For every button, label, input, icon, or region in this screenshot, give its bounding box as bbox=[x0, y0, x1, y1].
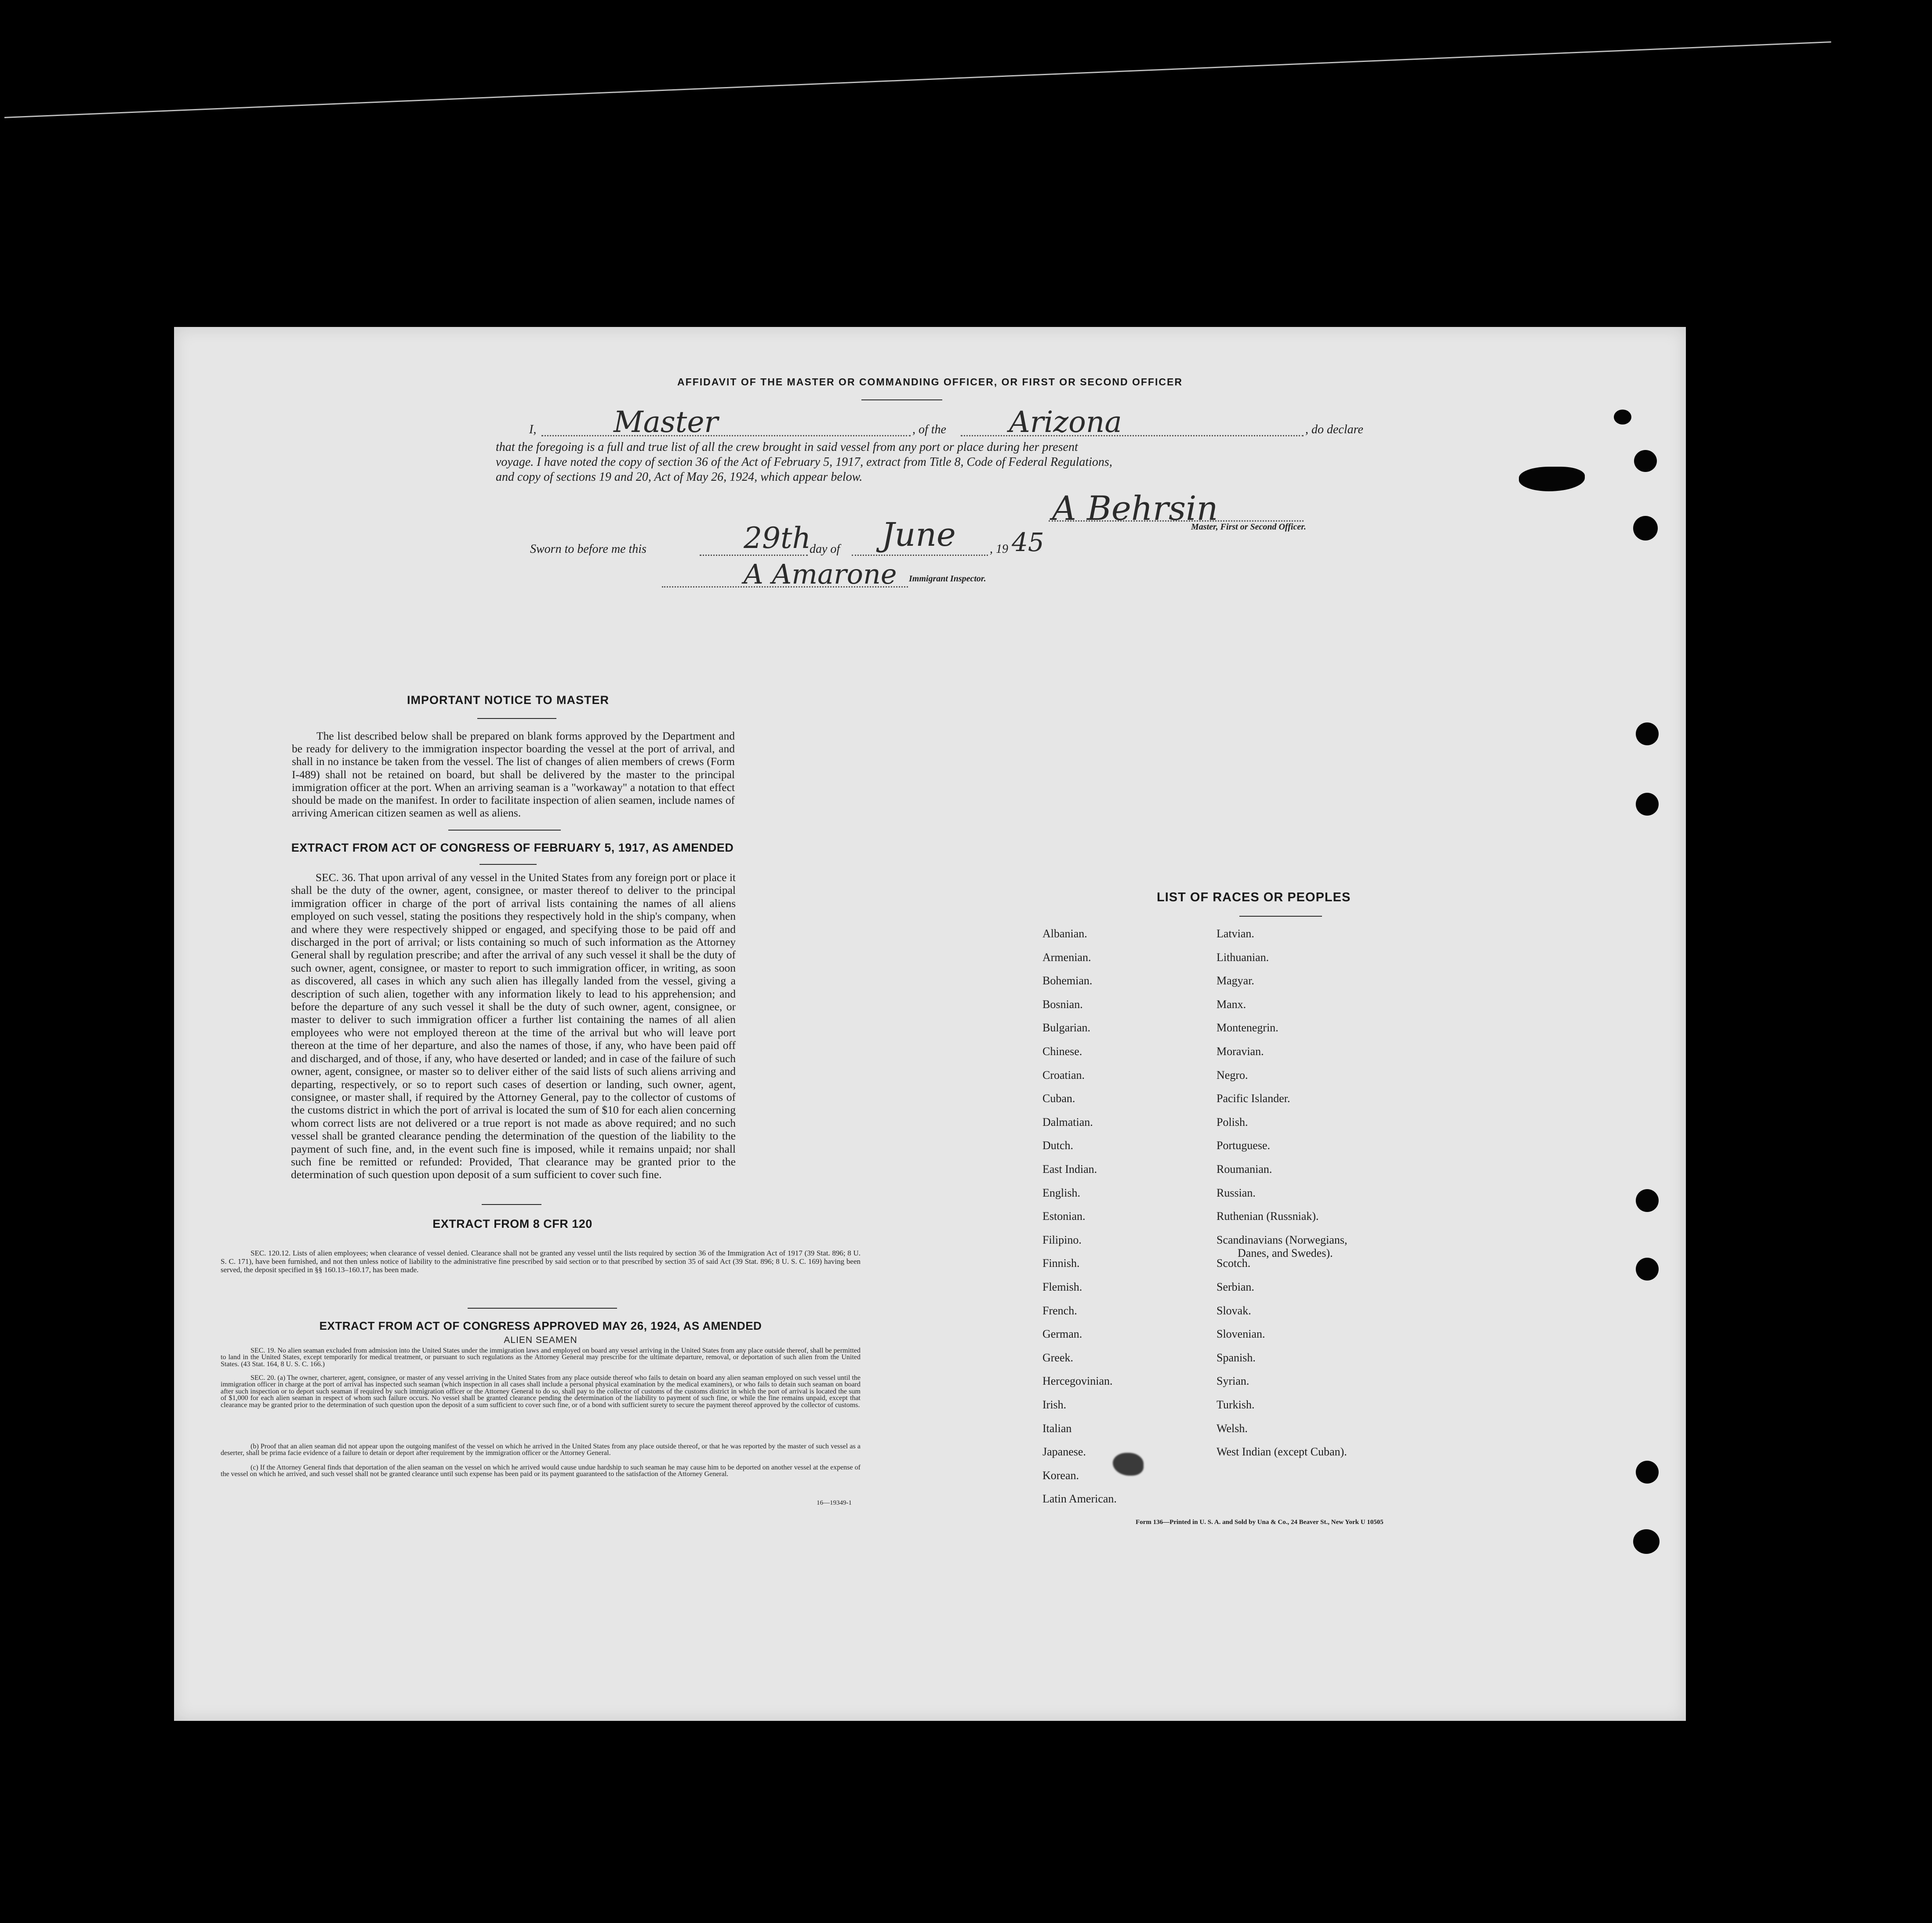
binder-hole bbox=[1636, 722, 1659, 745]
scan-line-top bbox=[4, 41, 1831, 118]
race-item: Danes, and Swedes). bbox=[1238, 1246, 1333, 1259]
race-item: Irish. bbox=[1042, 1398, 1067, 1411]
race-item: Syrian. bbox=[1217, 1375, 1249, 1388]
binder-hole bbox=[1636, 793, 1659, 816]
race-item: Serbian. bbox=[1217, 1281, 1254, 1293]
race-item: Filipino. bbox=[1042, 1233, 1082, 1246]
affidavit-line-2: that the foregoing is a full and true list of all the crew brought in said vessel from any port or place during her present bbox=[496, 440, 1078, 454]
vessel-handwritten: Arizona bbox=[1009, 405, 1122, 439]
notice-title: IMPORTANT NOTICE TO MASTER bbox=[407, 693, 609, 707]
extract-1924-title: EXTRACT FROM ACT OF CONGRESS APPROVED MAY 26, 1924, AS AMENDED bbox=[319, 1319, 762, 1332]
race-item: French. bbox=[1042, 1304, 1077, 1317]
do-declare-label: , do declare bbox=[1305, 423, 1363, 436]
of-the-label: , of the bbox=[912, 423, 946, 436]
sworn-label: Sworn to before me this bbox=[530, 542, 646, 556]
cfr-top-rule bbox=[482, 1204, 541, 1205]
race-item: Finnish. bbox=[1042, 1257, 1080, 1270]
rank-handwritten: Master bbox=[614, 405, 718, 439]
master-signature-blank bbox=[1049, 520, 1304, 522]
race-item: English. bbox=[1042, 1186, 1080, 1199]
race-item: Lithuanian. bbox=[1217, 951, 1269, 964]
extract-1924-sec20b: (b) Proof that an alien seaman did not appear upon the outgoing manifest of the vessel on which he arrived in the United States from any place outside thereof, or that he was reported by the master of such vessel as a deserter, shall be prima facie evidence of a failure to detain or deport after requirement by the immigration officer or the Attorney General. bbox=[221, 1443, 861, 1457]
binder-hole bbox=[1636, 1461, 1659, 1484]
affidavit-i-label: I, bbox=[529, 423, 537, 436]
race-item: Korean. bbox=[1042, 1469, 1079, 1482]
race-item: Slovenian. bbox=[1217, 1328, 1265, 1341]
ink-smudge bbox=[1113, 1453, 1144, 1476]
cfr-body: SEC. 120.12. Lists of alien employees; when clearance of vessel denied. Clearance shall not be granted any vessel until the lists required by section 36 of the Immigration Act of 1917 (39 Stat. 896; 8 U. S. C. 171), have been furnished, and not then unless notice of liability to the administrative fine prescribed by said section or to that prescribed by section 35 of said Act (39 Stat. 896; 8 U. S. C. 169) having been served, the deposit specified in §§ 160.13–160.17, has been made. bbox=[221, 1249, 861, 1274]
master-caption: Master, First or Second Officer. bbox=[1191, 522, 1306, 532]
race-item: Spanish. bbox=[1217, 1351, 1256, 1364]
race-item: Hercegovinian. bbox=[1042, 1375, 1113, 1388]
document-page bbox=[174, 327, 1686, 1721]
race-item: Latvian. bbox=[1217, 927, 1254, 940]
race-item: Chinese. bbox=[1042, 1045, 1082, 1058]
month-blank bbox=[852, 555, 988, 556]
race-item: Greek. bbox=[1042, 1351, 1074, 1364]
race-item: Flemish. bbox=[1042, 1281, 1082, 1293]
race-item: Negro. bbox=[1217, 1068, 1248, 1081]
affidavit-title: AFFIDAVIT OF THE MASTER OR COMMANDING OFFICER, OR FIRST OR SECOND OFFICER bbox=[677, 376, 1183, 388]
imprint: Form 136—Printed in U. S. A. and Sold by Una & Co., 24 Beaver St., New York U 10505 bbox=[1136, 1519, 1384, 1526]
binder-hole bbox=[1633, 1529, 1660, 1554]
notice-title-rule bbox=[477, 718, 556, 719]
race-item: Russian. bbox=[1217, 1186, 1256, 1199]
inspector-blank bbox=[662, 586, 908, 588]
race-item: Montenegrin. bbox=[1217, 1021, 1278, 1034]
extract-1924-sec20a: SEC. 20. (a) The owner, charterer, agent, consignee, or master of any vessel arriving in the United States from any place outside thereof who fails to detain on board any alien seaman employed on such vessel until the immigration officer in charge at the port of arrival has inspected such seaman (which inspection in all cases shall include a personal physical examination by the medical examiners), or who fails to detain such seaman on board after such inspection or to deport such seaman if required by such immigration officer or the Attorney General to do so, shall pay to the collector of customs of the customs district in which the port of arrival is located the sum of $1,000 for each alien seaman in respect of whom such failure occurs. No vessel shall be granted clearance pending the determination of the liability to payment of such fine, or while the fine remains unpaid, except that clearance may be granted prior to the determination of such question upon the deposit of a sum sufficient to cover such fine, or of a bond with sufficient surety to secure the payment thereof approved by the collector of customs. bbox=[221, 1374, 861, 1409]
races-title: LIST OF RACES OR PEOPLES bbox=[1157, 890, 1351, 904]
binder-hole bbox=[1614, 410, 1631, 425]
affidavit-line-3: voyage. I have noted the copy of section 36 of the Act of February 5, 1917, extract from Title 8, Code of Federal Regulations, bbox=[496, 455, 1112, 469]
binder-hole bbox=[1636, 1258, 1659, 1281]
race-item: Japanese. bbox=[1042, 1445, 1086, 1459]
race-item: Manx. bbox=[1217, 998, 1246, 1011]
race-item: Pacific Islander. bbox=[1217, 1092, 1290, 1105]
master-signature: A Behrsin bbox=[1052, 489, 1218, 528]
race-item: Latin American. bbox=[1042, 1492, 1117, 1506]
race-item: Welsh. bbox=[1217, 1422, 1248, 1435]
race-item: Roumanian. bbox=[1217, 1163, 1272, 1176]
race-item: Albanian. bbox=[1042, 927, 1087, 940]
race-item: Bohemian. bbox=[1042, 974, 1093, 987]
extract-1917-title: EXTRACT FROM ACT OF CONGRESS OF FEBRUARY 5, 1917, AS AMENDED bbox=[291, 841, 734, 854]
year-prefix: , 19 bbox=[990, 542, 1008, 556]
year-handwritten: 45 bbox=[1012, 527, 1044, 557]
notice-body: The list described below shall be prepared on blank forms approved by the Department and be ready for delivery to the immigration inspector boarding the vessel at the port of arrival, and shall in no instance be taken from the vessel. The list of changes of alien members of crews (Form I-489) shall not be retained on board, but shall be delivered by the master to the principal immigration officer at the port. When an arriving seaman is a "workaway" a notation to that effect should be made on the manifest. In order to facilitate inspection of alien seamen, include names of arriving American citizen seamen as well as aliens. bbox=[292, 729, 735, 820]
binder-hole bbox=[1633, 516, 1658, 541]
cfr-title: EXTRACT FROM 8 CFR 120 bbox=[432, 1217, 592, 1230]
race-item: Magyar. bbox=[1217, 974, 1254, 987]
inspector-signature: A Amarone bbox=[744, 558, 897, 590]
extract-1917-body: SEC. 36. That upon arrival of any vessel in the United States from any foreign port or place it shall be the duty of the owner, agent, consignee, or master thereof to deliver to the principal immigration officer in charge of the port of arrival lists containing the names of all aliens employed on such vessel, stating the positions they respectively hold in the ship's company, when and where they were respectively shipped or engaged, and specifying those to be paid off and discharged in the port of arrival; or lists containing so much of such information as the Attorney General shall by regulation prescribe; and after the arrival of any such vessel it shall be the duty of such owner, agent, consignee, or master to report to such immigration officer, in writing, as soon as discovered, all cases in which any such alien has illegally landed from the vessel, giving a description of such alien, together with any information likely to lead to his apprehension; and before the departure of any such vessel it shall be the duty of such owner, agent, consignee, or master to deliver to such immigration officer a further list containing the names of all alien employees who were not employed thereon at the time of the arrival but who will leave port thereon at the time of her departure, and also the names of those, if any, who have been paid off and discharged, and of those, if any, who have deserted or landed; and in case of the failure of such owner, agent, consignee, or master so to deliver either of the said lists of such aliens arriving and departing, respectively, or so to report such cases of desertion or landing, such owner, agent, consignee, or master shall, if required by the Attorney General, pay to the collector of customs of the customs district in which the port of arrival is located the sum of $10 for each alien concerning whom correct lists are not delivered or a true report is not made as above required; and no such vessel shall be granted clearance pending the determination of the question of the liability to the payment of such fine, and, in the event such fine is imposed, while it remains unpaid; nor shall such fine be remitted or refunded: Provided, That clearance may be granted prior to the determination of such question upon deposit of a sum sufficient to cover such fine. bbox=[291, 871, 736, 1181]
race-item: Ruthenian (Russniak). bbox=[1217, 1210, 1319, 1223]
extract-1924-top-rule bbox=[468, 1308, 617, 1309]
form-code: 16—19349-1 bbox=[817, 1499, 852, 1506]
day-handwritten: 29th bbox=[744, 521, 811, 555]
race-item: Dutch. bbox=[1042, 1139, 1074, 1152]
race-item: East Indian. bbox=[1042, 1163, 1097, 1176]
race-item: Croatian. bbox=[1042, 1068, 1085, 1081]
notice-end-rule bbox=[448, 830, 561, 831]
race-item: Portuguese. bbox=[1217, 1139, 1271, 1152]
affidavit-title-rule bbox=[861, 399, 942, 400]
binder-hole bbox=[1636, 1189, 1659, 1212]
race-item: Bosnian. bbox=[1042, 998, 1083, 1011]
race-item: Scotch. bbox=[1217, 1257, 1251, 1270]
binder-hole bbox=[1519, 467, 1585, 491]
extract-1924-subtitle: ALIEN SEAMEN bbox=[504, 1335, 577, 1345]
binder-hole bbox=[1634, 450, 1657, 472]
race-item: Cuban. bbox=[1042, 1092, 1075, 1105]
race-item: West Indian (except Cuban). bbox=[1217, 1445, 1347, 1459]
inspector-caption: Immigrant Inspector. bbox=[909, 574, 986, 584]
race-item: Moravian. bbox=[1217, 1045, 1264, 1058]
day-of-label: day of bbox=[810, 542, 840, 556]
races-title-rule bbox=[1239, 916, 1322, 917]
race-item: Italian bbox=[1042, 1422, 1072, 1435]
race-item: Scandinavians (Norwegians, bbox=[1217, 1233, 1347, 1246]
extract-1924-sec19: SEC. 19. No alien seaman excluded from admission into the United States under the immigration laws and employed on board any vessel arriving in the United States from any place outside thereof, shall be permitted to land in the United States, except temporarily for medical treatment, or pursuant to such regulations as the Attorney General may prescribe for the ultimate departure, removal, or deportation of such alien from the United States. (43 Stat. 164, 8 U. S. C. 166.) bbox=[221, 1347, 861, 1368]
race-item: German. bbox=[1042, 1328, 1082, 1341]
race-item: Polish. bbox=[1217, 1115, 1248, 1128]
race-item: Dalmatian. bbox=[1042, 1115, 1093, 1128]
affidavit-line-4: and copy of sections 19 and 20, Act of May 26, 1924, which appear below. bbox=[496, 470, 863, 484]
race-item: Armenian. bbox=[1042, 951, 1091, 964]
month-handwritten: June bbox=[882, 516, 956, 554]
race-item: Slovak. bbox=[1217, 1304, 1251, 1317]
race-item: Turkish. bbox=[1217, 1398, 1255, 1411]
race-item: Bulgarian. bbox=[1042, 1021, 1091, 1034]
extract-1924-sec20c: (c) If the Attorney General finds that deportation of the alien seaman on the vessel on which he arrived would cause undue hardship to such seaman he may cause him to be deported on another vessel at the expense of the vessel on which he arrived, and such vessel shall not be granted clearance until such expense has been paid or its payment guaranteed to the satisfaction of the Attorney General. bbox=[221, 1464, 861, 1478]
race-item: Estonian. bbox=[1042, 1210, 1086, 1223]
extract-1917-rule bbox=[479, 864, 537, 865]
rank-blank bbox=[541, 435, 911, 436]
